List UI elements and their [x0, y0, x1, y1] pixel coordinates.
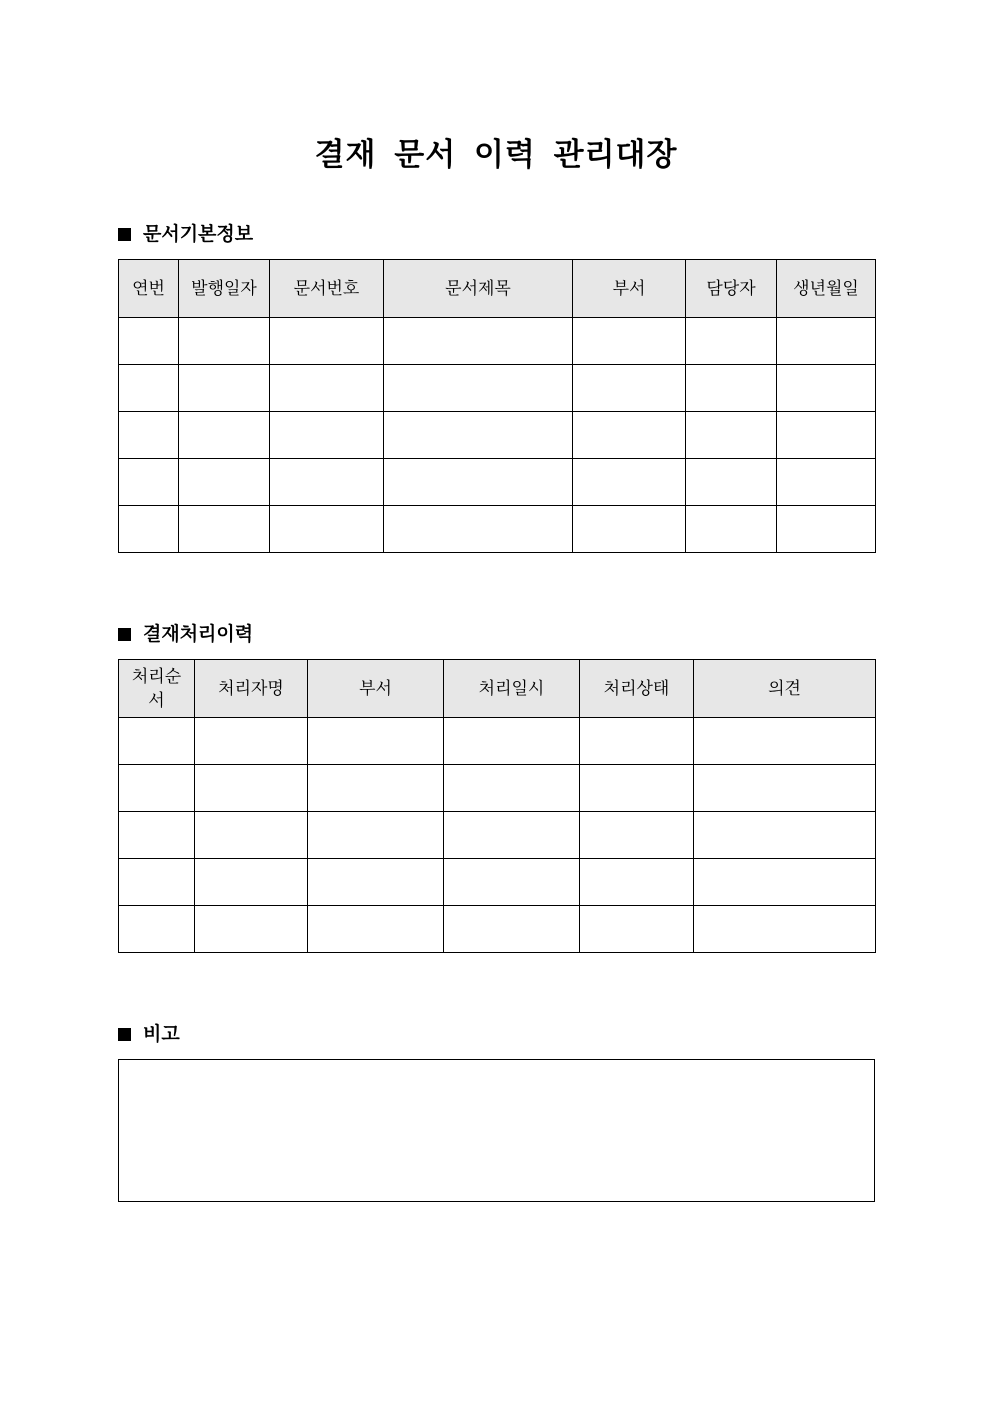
- column-header-process-datetime: 처리일시: [444, 660, 580, 718]
- table-cell[interactable]: [119, 459, 179, 506]
- table-cell[interactable]: [384, 506, 573, 553]
- table-cell[interactable]: [308, 906, 444, 953]
- column-header-doc-title: 문서제목: [384, 260, 573, 318]
- table-cell[interactable]: [270, 318, 384, 365]
- column-header-department: 부서: [573, 260, 686, 318]
- table-cell[interactable]: [580, 812, 694, 859]
- table-row: [119, 859, 876, 906]
- table-cell[interactable]: [119, 412, 179, 459]
- table-row: [119, 412, 876, 459]
- table-cell[interactable]: [580, 765, 694, 812]
- table-cell[interactable]: [444, 718, 580, 765]
- table-cell[interactable]: [573, 506, 686, 553]
- table-cell[interactable]: [119, 906, 195, 953]
- table-cell[interactable]: [686, 506, 777, 553]
- table-cell[interactable]: [573, 459, 686, 506]
- table-row: [119, 906, 876, 953]
- table-cell[interactable]: [694, 812, 876, 859]
- table-cell[interactable]: [777, 412, 876, 459]
- column-header-process-order: 처리순서: [119, 660, 195, 718]
- table-cell[interactable]: [694, 859, 876, 906]
- table-cell[interactable]: [686, 412, 777, 459]
- table-row: [119, 765, 876, 812]
- approval-history-header-row: [119, 660, 876, 718]
- page-title: 결재 문서 이력 관리대장: [314, 137, 678, 173]
- table-cell[interactable]: [195, 859, 308, 906]
- table-cell[interactable]: [195, 906, 308, 953]
- table-row: [119, 812, 876, 859]
- table-cell[interactable]: [308, 765, 444, 812]
- table-cell[interactable]: [179, 459, 270, 506]
- table-row: [119, 506, 876, 553]
- table-cell[interactable]: [777, 459, 876, 506]
- column-header-serial: 연번: [119, 260, 179, 318]
- table-cell[interactable]: [444, 859, 580, 906]
- table-cell[interactable]: [573, 318, 686, 365]
- column-header-manager: 담당자: [686, 260, 777, 318]
- table-cell[interactable]: [580, 906, 694, 953]
- square-bullet-icon: [118, 228, 131, 241]
- table-cell[interactable]: [777, 365, 876, 412]
- table-cell[interactable]: [195, 718, 308, 765]
- table-cell[interactable]: [119, 812, 195, 859]
- column-header-birthdate: 생년월일: [777, 260, 876, 318]
- table-cell[interactable]: [686, 318, 777, 365]
- approval-history-heading: [118, 621, 253, 647]
- approval-history-table: [118, 659, 876, 953]
- table-cell[interactable]: [694, 718, 876, 765]
- column-header-opinion: 의견: [694, 660, 876, 718]
- table-cell[interactable]: [444, 906, 580, 953]
- table-cell[interactable]: [777, 506, 876, 553]
- table-cell[interactable]: [179, 318, 270, 365]
- approval-history-heading-label: 결재처리이력: [143, 623, 254, 645]
- table-cell[interactable]: [119, 718, 195, 765]
- table-cell[interactable]: [444, 812, 580, 859]
- table-cell[interactable]: [179, 412, 270, 459]
- column-header-issue-date: 발행일자: [179, 260, 270, 318]
- square-bullet-icon: [118, 628, 131, 641]
- basic-info-heading-label: 문서기본정보: [143, 223, 254, 245]
- table-cell[interactable]: [179, 365, 270, 412]
- table-cell[interactable]: [270, 506, 384, 553]
- basic-info-header-row: [119, 260, 876, 318]
- table-row: [119, 459, 876, 506]
- remarks-box[interactable]: [118, 1059, 875, 1202]
- table-cell[interactable]: [573, 412, 686, 459]
- table-cell[interactable]: [270, 412, 384, 459]
- table-cell[interactable]: [384, 318, 573, 365]
- remarks-heading: [118, 1021, 180, 1047]
- table-row: [119, 318, 876, 365]
- table-cell[interactable]: [580, 718, 694, 765]
- table-cell[interactable]: [308, 718, 444, 765]
- table-cell[interactable]: [119, 365, 179, 412]
- table-cell[interactable]: [195, 765, 308, 812]
- table-cell[interactable]: [119, 506, 179, 553]
- table-row: [119, 718, 876, 765]
- column-header-process-status: 처리상태: [580, 660, 694, 718]
- table-cell[interactable]: [777, 318, 876, 365]
- table-cell[interactable]: [384, 412, 573, 459]
- table-cell[interactable]: [179, 506, 270, 553]
- remarks-heading-label: 비고: [143, 1023, 180, 1045]
- table-cell[interactable]: [195, 812, 308, 859]
- table-cell[interactable]: [119, 859, 195, 906]
- table-row: [119, 365, 876, 412]
- table-cell[interactable]: [444, 765, 580, 812]
- column-header-processor-name: 처리자명: [195, 660, 308, 718]
- square-bullet-icon: [118, 1028, 131, 1041]
- table-cell[interactable]: [119, 765, 195, 812]
- table-cell[interactable]: [308, 812, 444, 859]
- column-header-doc-number: 문서번호: [270, 260, 384, 318]
- table-cell[interactable]: [384, 459, 573, 506]
- table-cell[interactable]: [573, 365, 686, 412]
- table-cell[interactable]: [694, 765, 876, 812]
- table-cell[interactable]: [270, 459, 384, 506]
- column-header-department: 부서: [308, 660, 444, 718]
- basic-info-heading: [118, 221, 253, 247]
- table-cell[interactable]: [119, 318, 179, 365]
- table-cell[interactable]: [686, 459, 777, 506]
- table-cell[interactable]: [384, 365, 573, 412]
- table-cell[interactable]: [580, 859, 694, 906]
- table-cell[interactable]: [308, 859, 444, 906]
- table-cell[interactable]: [270, 365, 384, 412]
- basic-info-table: [118, 259, 876, 553]
- table-cell[interactable]: [686, 365, 777, 412]
- table-cell[interactable]: [694, 906, 876, 953]
